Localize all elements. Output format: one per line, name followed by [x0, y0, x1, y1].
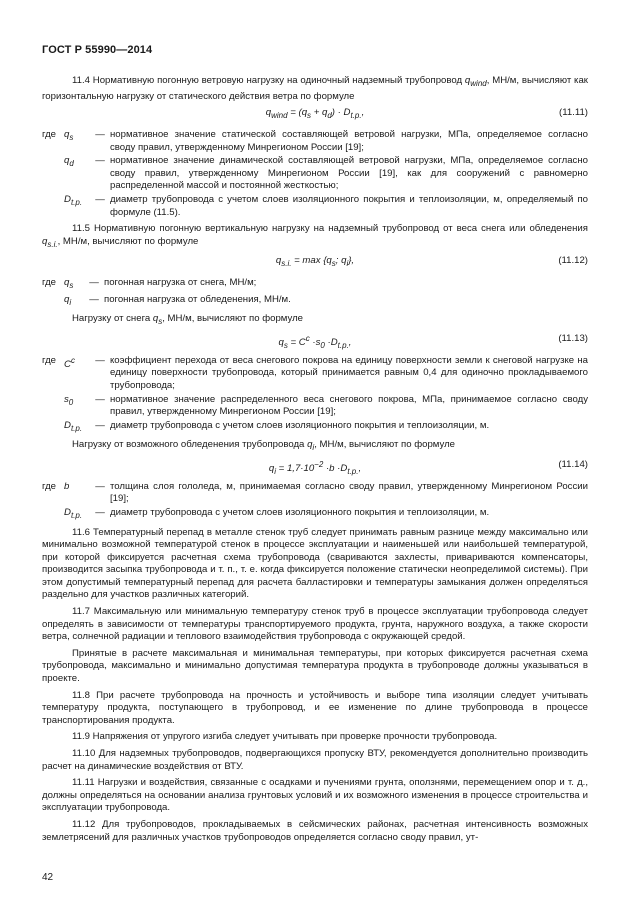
formula-11-12 [42, 255, 588, 269]
definition-text: погонная нагрузка от обледенения, МН/м. [104, 293, 291, 305]
definition-row [42, 507, 588, 523]
definition-symbol: $C^c$ [64, 355, 75, 371]
formula-expression: $q_{s.i.} = \max \{q_s$; $q_i$}, [275, 255, 355, 269]
formula-number: (11.13) [558, 332, 588, 344]
definition-dash: — [95, 507, 105, 518]
definition-dash: — [89, 277, 99, 289]
definition-lead [42, 194, 64, 219]
formula-11-14 [42, 458, 588, 476]
definition-dash: — [95, 480, 105, 492]
definition-symbol: $D_{t.p.}$ [64, 419, 83, 433]
definition-lead [42, 394, 64, 419]
definition-lead [42, 294, 64, 310]
definition-row [42, 129, 588, 154]
definition-lead: где [42, 354, 57, 366]
definition-row [42, 294, 588, 310]
definition-lead: где [42, 277, 57, 289]
formula-expression: $q_s = C^c \cdot s_0 \cdot D_{t.p.}$, [278, 333, 352, 350]
definition-symbol: $q_s$ [64, 277, 74, 291]
definition-text: диаметр трубопровода с учетом слоев изоляционного покрытия и теплоизоляции, м. [110, 419, 490, 431]
definition-dash: — [95, 354, 105, 366]
definitions-11-12 [42, 277, 588, 309]
definition-lead: где [42, 480, 57, 492]
document-body [42, 75, 588, 848]
definition-row [42, 355, 588, 393]
definitions-11-11 [42, 129, 588, 219]
formula-expression: $q_i = 1,7\cdot 10^{-2} \cdot b \cdot D_{t.p.}$, [268, 459, 362, 476]
definition-symbol: $q_s$ [64, 129, 74, 142]
paragraph-11-8: 11.8 При расчете трубопровода на прочность и устойчивость и выборе типа изоляции следует учитывать температуру продукта, поступающего в трубопровод, и ее изменение по длине трубопровода в процессе транспортирования продукта. [42, 689, 588, 726]
paragraph-11-10: 11.10 Для надземных трубопроводов, подвергающихся пропуску ВТУ, рекомендуется дополнительно производить расчет на динамические воздействия от ВТУ. [42, 748, 588, 772]
definition-text: диаметр трубопровода с учетом слоев изоляционного покрытия и теплоизоляции, м, определяемый по формуле (11.5). [110, 194, 588, 218]
page-number: 42 [42, 872, 54, 883]
formula-expression: $q_{wind} = (q_s + q_d) \cdot D_{t.p.}$, [265, 107, 365, 120]
paragraph-ice-load: Нагрузку от возможного обледенения трубопровода $q_i$, МН/м, вычисляют по формуле [72, 439, 455, 453]
document-header: ГОСТ Р 55990—2014 [42, 44, 153, 56]
paragraph-11-4: 11.4 Нормативную погонную ветровую нагрузку на одиночный надземный трубопровод $q_{wind}$, МН/м, вычисляют как горизонтальную нагрузку от статического действия ветра по формуле [42, 75, 588, 102]
definition-dash: — [95, 155, 105, 167]
paragraph-11-9: 11.9 Напряжения от упругого изгиба следует учитывать при проверке прочности трубопровода. [72, 731, 498, 743]
definition-text: погонная нагрузка от снега, МН/м; [104, 277, 257, 289]
definition-symbol: $s_0$ [64, 393, 74, 407]
paragraph-11-11: 11.11 Нагрузки и воздействия, связанные с осадками и пучениями грунта, оползнями, перемещением опор и т. д., должны определяться на основании анализа грунтовых условий и их возможного изменения в процессе строительства и эксплуатации трубопровода. [42, 777, 588, 814]
definition-dash: — [95, 129, 105, 141]
definition-text: диаметр трубопровода с учетом слоев изоляционного покрытия и теплоизоляции, м. [110, 507, 490, 518]
definition-lead [42, 507, 64, 523]
definition-symbol: $q_d$ [64, 155, 74, 169]
paragraph-11-5: 11.5 Нормативную погонную вертикальную нагрузку на надземный трубопровод от веса снега или обледенения $q_{s.i.}$, МН/м, вычисляют по формуле [42, 223, 588, 249]
definition-text: толщина слоя гололеда, м, принимаемая согласно своду правил, утвержденному Минрегионом России [19]; [110, 480, 588, 505]
formula-11-11 [42, 107, 588, 121]
definition-symbol: $q_i$ [64, 293, 72, 307]
definition-symbol: $D_{t.p.}$ [64, 507, 83, 520]
paragraph-11-7-continued: Принятые в расчете максимальная и минимальная температуры, при которых фиксируется расчетная схема трубопровода, максимально и минимально допустимая температура продукта в трубопроводе должны указываться в проекте. [42, 647, 588, 685]
definition-symbol: b [64, 480, 70, 492]
definition-text: коэффициент перехода от веса снегового покрова на единицу поверхности земли к снеговой нагрузке на единицу поверхности трубопровода, который принимается равным 0,4 для одиночно прокладываемого трубопровода; [110, 354, 588, 392]
paragraph-11-12: 11.12 Для трубопроводов, прокладываемых в сейсмических районах, расчетная интенсивность возможных землетрясений для различных участков трубопроводов определяется согласно своду правил, ут- [42, 818, 588, 843]
definition-row [42, 155, 588, 193]
definition-dash: — [95, 419, 105, 431]
definition-symbol: $D_{t.p.}$ [64, 194, 83, 207]
definition-row [42, 194, 588, 219]
definition-text: нормативное значение динамической составляющей ветровой нагрузки, МПа, определяемое согласно своду правил, утвержденному Минрегионом России [19], как для сооружений с равномерно распределенной массой и постоянной жесткостью; [110, 155, 588, 192]
definition-row [42, 277, 588, 293]
definition-lead [42, 155, 64, 193]
definition-row [42, 394, 588, 419]
definition-dash: — [95, 393, 105, 405]
definition-text: нормативное значение статической составляющей ветровой нагрузки, МПа, определяемое согласно своду правил, утвержденному Минрегионом России [19]; [110, 129, 588, 153]
definitions-11-14 [42, 481, 588, 523]
definition-lead [42, 420, 64, 436]
formula-number: (11.12) [558, 255, 588, 267]
definition-row [42, 420, 588, 436]
paragraph-11-6: 11.6 Температурный перепад в металле стенок труб следует принимать равным разнице между максимально или минимально возможной температурой стенок в процессе эксплуатации и наименьшей или наибольшей температурой, при которой фиксируется расчетная схема трубопровода (свариваются захлесты, привариваются компенсаторы, производится засыпка трубопровода и т. п., т. е. когда фиксируется положение статически неопределимой системы). При этом допустимый температурный перепад для расчета балластировки и температуры замыкания должен определяться раздельно для участков различных категорий. [42, 526, 588, 601]
definition-row [42, 481, 588, 506]
definition-text: нормативное значение распределенного веса снегового покрова, МПа, принимаемое согласно своду правил, утвержденному Минрегионом России [19]; [110, 393, 588, 418]
definitions-11-13 [42, 355, 588, 435]
definition-dash: — [95, 194, 105, 206]
formula-11-13 [42, 332, 588, 350]
paragraph-snow-load: Нагрузку от снега $q_s$, МН/м, вычисляют по формуле [72, 313, 304, 327]
definition-dash: — [89, 293, 99, 305]
formula-number: (11.11) [559, 107, 588, 119]
formula-number: (11.14) [558, 458, 588, 470]
definition-lead: где [42, 129, 57, 141]
paragraph-11-7: 11.7 Максимальную или минимальную температуру стенок труб в процессе эксплуатации трубопровода следует определять в зависимости от температуры транспортируемого продукта, грунта, наружного воздуха, а также скорости ветра, солнечной радиации и теплового взаимодействия трубопровода с окружающей средой. [42, 606, 588, 643]
